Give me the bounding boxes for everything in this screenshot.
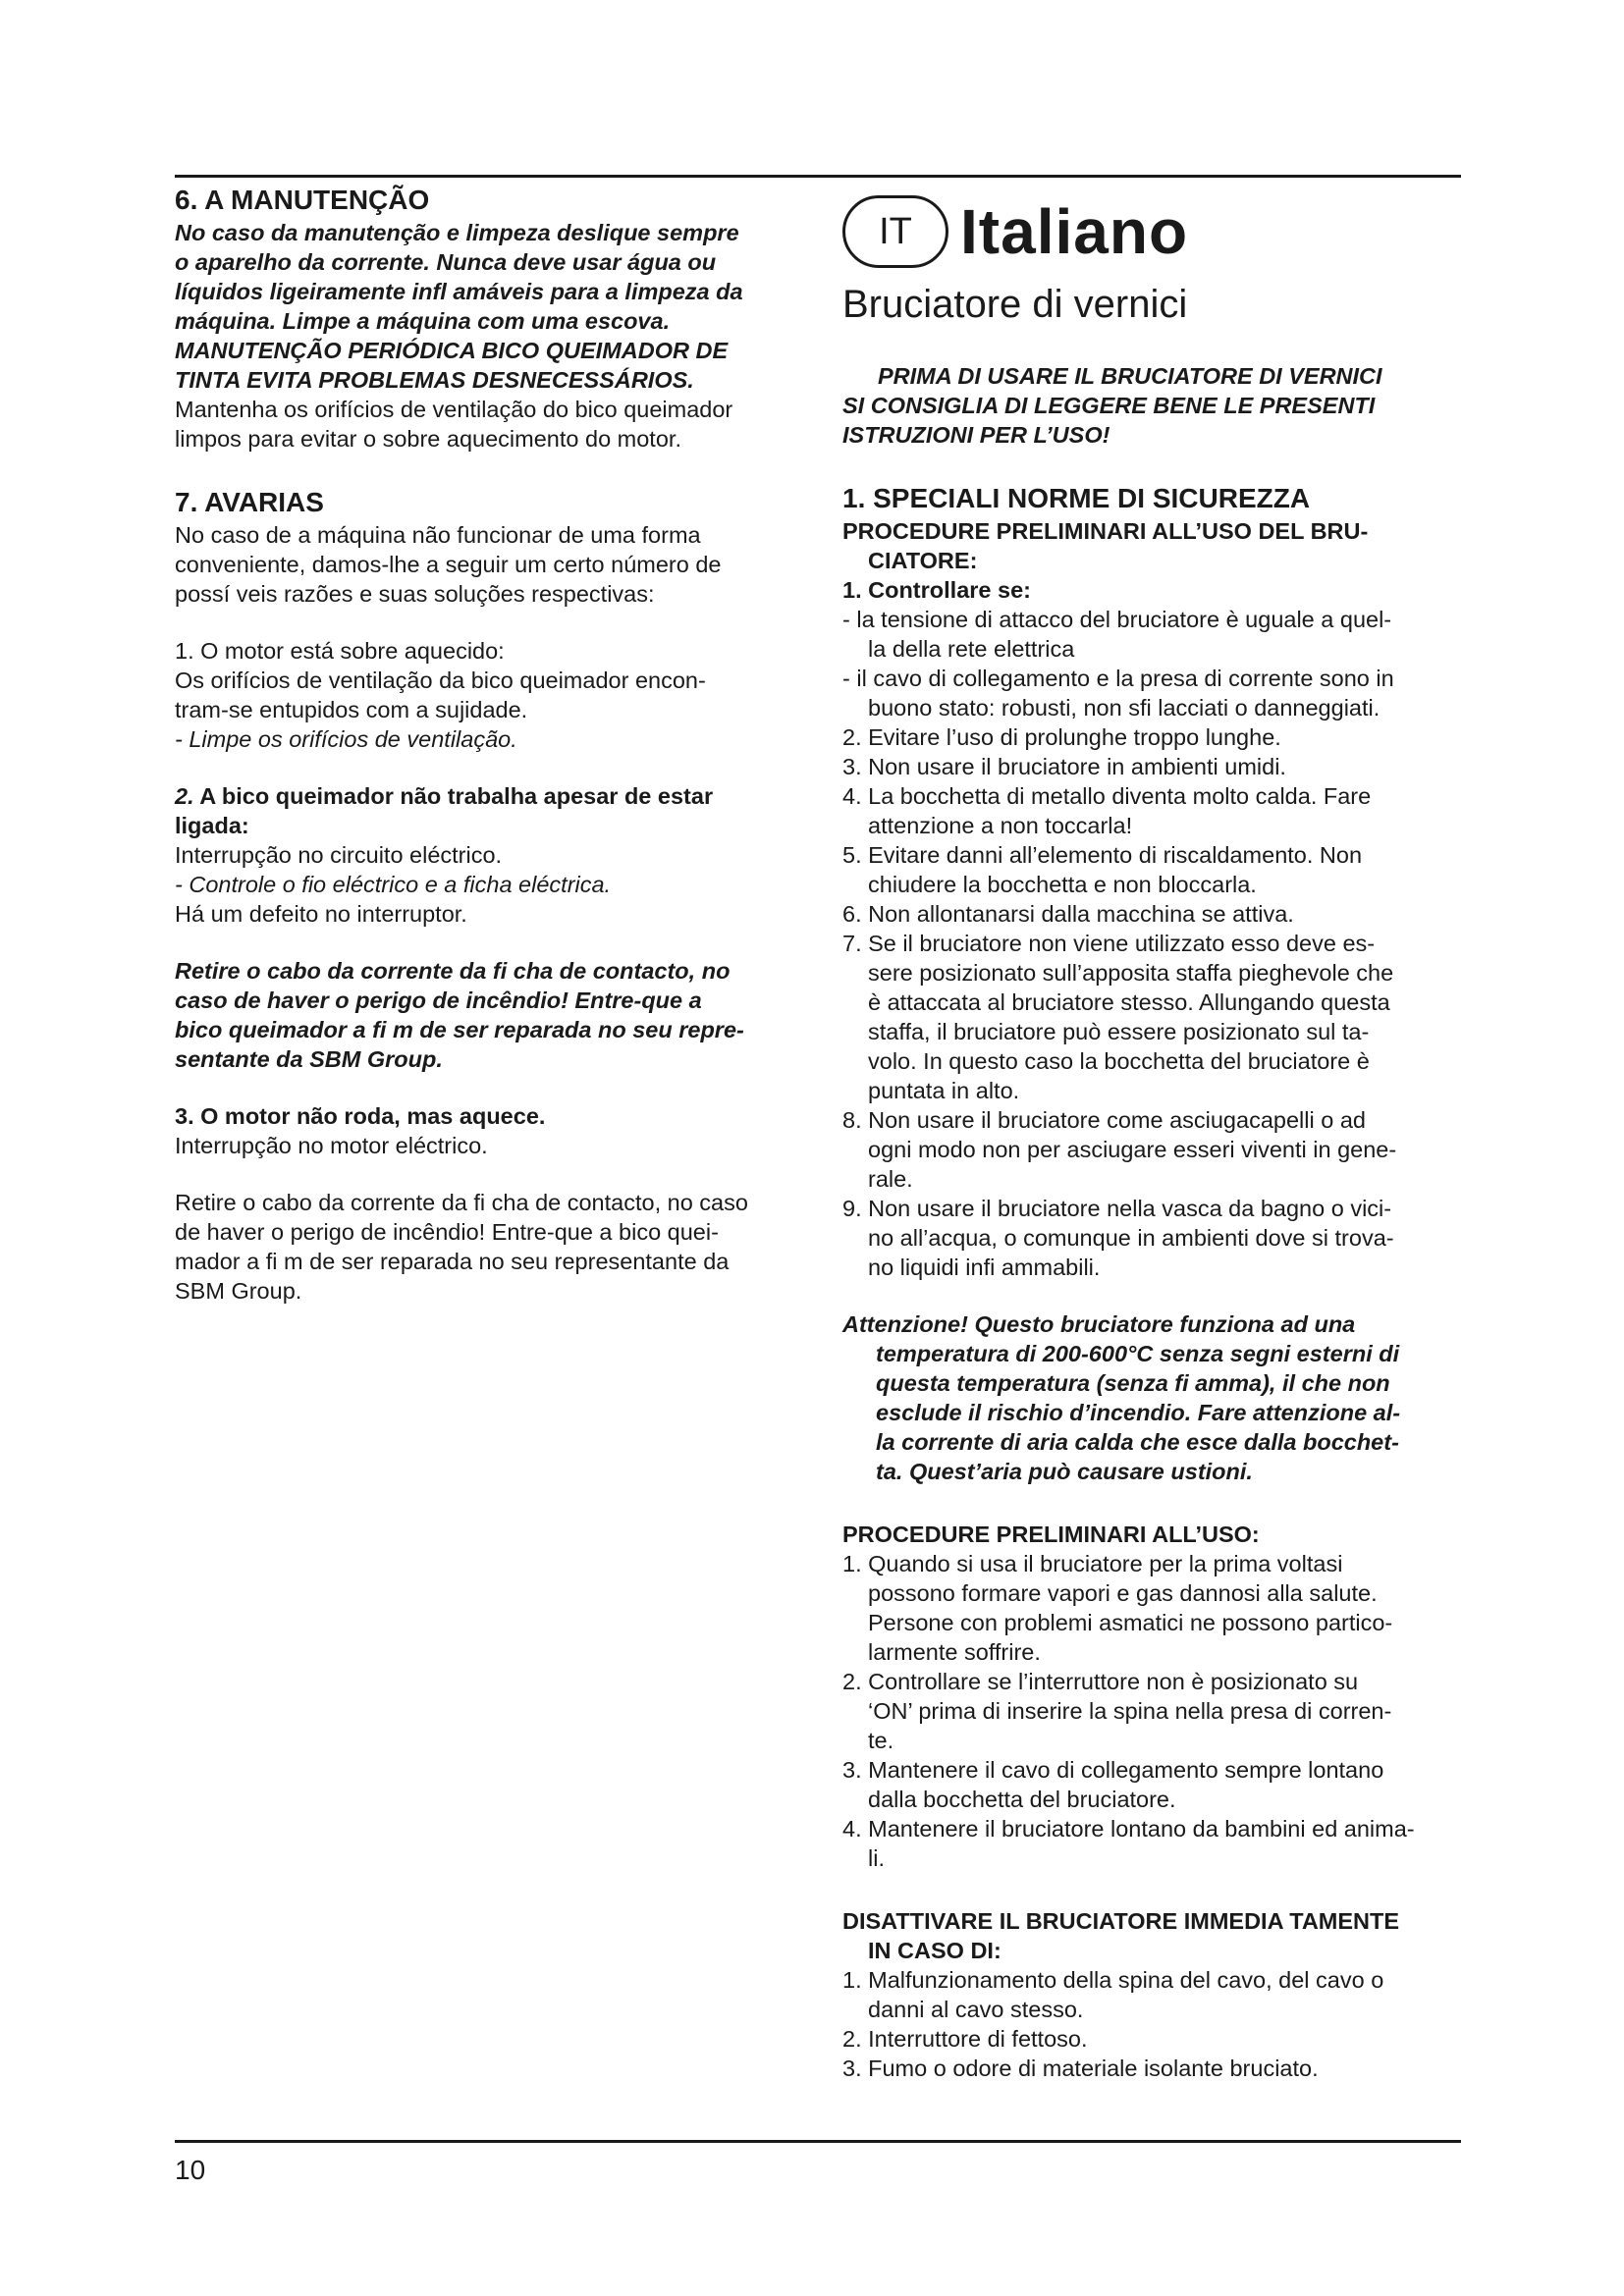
text-line: ISTRUZIONI PER L’USO!: [842, 422, 1110, 448]
fault-2-number: 2.: [175, 783, 194, 809]
disable-heading: DISATTIVARE IL BRUCIATORE IMMEDIA TAMENTE: [842, 1908, 1400, 1934]
section-7-intro: [175, 520, 801, 609]
text-line: No caso de a máquina não funcionar de uma forma: [175, 522, 701, 548]
text-line: limpos para evitar o sobre aquecimento do motor.: [175, 426, 681, 452]
text-line: possono formare vapori e gas dannosi alla salute.: [868, 1580, 1378, 1606]
text-line: máquina. Limpe a máquina com uma escova.: [175, 308, 671, 334]
text-line: No caso da manutenção e limpeza deslique sempre: [175, 220, 739, 245]
text-line: rale.: [868, 1166, 913, 1192]
text-line: 2. Controllare se l’interruttore non è posizionato su: [842, 1669, 1359, 1694]
list-item: [842, 664, 1477, 722]
section-1-heading: 1. SPECIALI NORME DI SICUREZZA: [842, 483, 1311, 513]
section-7-heading: 7. AVARIAS: [175, 487, 324, 517]
section-6-heading: 6. A MANUTENÇÃO: [175, 185, 430, 215]
text-line: Attenzione! Questo bruciatore funziona ad una: [842, 1311, 1356, 1337]
list-item: [842, 1755, 1477, 1814]
text-line: chiudere la bocchetta e non bloccarla.: [868, 872, 1257, 897]
language-header: [842, 185, 1477, 279]
text-line: 3. Fumo o odore di materiale isolante bruciato.: [842, 2056, 1319, 2081]
text-line: Persone con problemi asmatici ne possono partico-: [868, 1610, 1393, 1635]
text-line: è attaccata al bruciatore stesso. Allungando questa: [868, 989, 1390, 1015]
text-line: MANUTENÇÃO PERIÓDICA BICO QUEIMADOR DE: [175, 338, 729, 363]
text-line: 2. Interruttore di fettoso.: [842, 2026, 1088, 2052]
list-item: [842, 752, 1477, 781]
fire-warning: [175, 956, 801, 1074]
text-line: danni al cavo stesso.: [868, 1997, 1084, 2022]
text-line: TINTA EVITA PROBLEMAS DESNECESSÁRIOS.: [175, 367, 694, 393]
text-line: 1. O motor está sobre aquecido:: [175, 638, 505, 664]
text-line: ‘ON’ prima di inserire la spina nella presa di corren-: [868, 1698, 1392, 1724]
list-item: [842, 840, 1477, 899]
language-code-badge: IT: [842, 195, 948, 268]
text-line: líquidos ligeiramente infl amáveis para a limpeza da: [175, 279, 743, 304]
attention-warning: [842, 1309, 1477, 1486]
section-6-body: [175, 395, 801, 454]
list-item: [842, 605, 1477, 664]
procedures-heading: PROCEDURE PRELIMINARI ALL’USO:: [842, 1522, 1260, 1547]
language-name: Italiano: [960, 196, 1189, 267]
list-item: [842, 722, 1477, 752]
text-line: SI CONSIGLIA DI LEGGERE BENE LE PRESENTI: [842, 393, 1376, 418]
text-line: Interrupção no circuito eléctrico.: [175, 842, 503, 868]
text-line: te.: [868, 1728, 894, 1753]
text-line: o aparelho da corrente. Nunca deve usar água ou: [175, 249, 717, 275]
text-line: 3. Non usare il bruciatore in ambienti umidi.: [842, 754, 1286, 779]
fault-2-fix: - Controle o fio eléctrico e a ficha eléctrica.: [175, 872, 612, 897]
text-line: 8. Non usare il bruciatore come asciugacapelli o ad: [842, 1107, 1366, 1133]
text-line: 5. Evitare danni all’elemento di riscaldamento. Non: [842, 842, 1363, 868]
read-instructions-notice-cont: [842, 391, 1477, 450]
text-line: CIATORE:: [868, 548, 978, 573]
text-line: sere posizionato sull’apposita staffa pieghevole che: [868, 960, 1394, 986]
section-6-warning: [175, 218, 801, 395]
text-line: de haver o perigo de incêndio! Entre-que a bico quei-: [175, 1219, 719, 1245]
text-line: Os orifícios de ventilação da bico queimador encon-: [175, 667, 706, 693]
text-line: - il cavo di collegamento e la presa di corrente sono in: [842, 666, 1394, 691]
text-line: no liquidi infi ammabili.: [868, 1255, 1101, 1280]
list-item: [842, 899, 1477, 929]
fault-2: [175, 781, 801, 929]
text-line: dalla bocchetta del bruciatore.: [868, 1787, 1176, 1812]
text-line: PRIMA DI USARE IL BRUCIATORE DI VERNICI: [878, 363, 1382, 389]
text-line: 3. Mantenere il cavo di collegamento sempre lontano: [842, 1757, 1384, 1783]
right-column: [842, 185, 1477, 2083]
text-line: larmente soffrire.: [868, 1639, 1041, 1665]
text-line: Interrupção no motor eléctrico.: [175, 1133, 488, 1158]
text-line: sentante da SBM Group.: [175, 1046, 443, 1072]
text-line: IN CASO DI:: [868, 1938, 1001, 1963]
text-line: la corrente di aria calda che esce dalla bocchet-: [876, 1429, 1399, 1455]
text-line: esclude il rischio d’incendio. Fare attenzione al-: [876, 1400, 1401, 1425]
text-line: mador a fi m de ser reparada no seu representante da: [175, 1249, 730, 1274]
text-line: 2. Evitare l’uso di prolunghe troppo lunghe.: [842, 724, 1281, 750]
text-line: la della rete elettrica: [868, 636, 1075, 662]
fault-1-fix: - Limpe os orifícios de ventilação.: [175, 726, 517, 752]
text-line: Há um defeito no interruptor.: [175, 901, 467, 927]
text-line: temperatura di 200-600°C senza segni esterni di: [876, 1341, 1400, 1366]
list-item: [842, 2054, 1477, 2083]
text-line: li.: [868, 1845, 885, 1871]
text-line: possí veis razões e suas soluções respectivas:: [175, 581, 655, 607]
disable-list: [842, 1965, 1477, 2083]
list-item: [842, 2024, 1477, 2054]
text-line: ogni modo non per asciugare esseri viventi in gene-: [868, 1137, 1397, 1162]
fault-1: [175, 636, 801, 754]
read-instructions-notice: [842, 361, 1477, 391]
text-line: 1. Quando si usa il bruciatore per la prima voltasi: [842, 1551, 1343, 1576]
safety-list: [842, 605, 1477, 1282]
text-line: questa temperatura (senza fi amma), il che non: [876, 1370, 1390, 1396]
text-line: attenzione a non toccarla!: [868, 813, 1133, 838]
text-line: 9. Non usare il bruciatore nella vasca da bagno o vici-: [842, 1196, 1392, 1221]
fault-3-heading: 3. O motor não roda, mas aquece.: [175, 1103, 546, 1129]
text-line: buono stato: robusti, non sfi lacciati o danneggiati.: [868, 695, 1380, 721]
text-line: 1. Malfunzionamento della spina del cavo, del cavo o: [842, 1967, 1384, 1993]
text-line: 4. La bocchetta di metallo diventa molto calda. Fare: [842, 783, 1372, 809]
list-item: [842, 929, 1477, 1105]
list-item: [842, 1105, 1477, 1194]
text-line: Mantenha os orifícios de ventilação do bico queimador: [175, 397, 733, 422]
text-line: SBM Group.: [175, 1278, 302, 1304]
text-line: ta. Quest’aria può causare ustioni.: [876, 1459, 1253, 1484]
page-number: 10: [175, 2155, 206, 2185]
text-line: Retire o cabo da corrente da fi cha de contacto, no caso: [175, 1190, 748, 1215]
text-line: puntata in alto.: [868, 1078, 1020, 1103]
text-line: 7. Se il bruciatore non viene utilizzato esso deve es-: [842, 931, 1376, 956]
left-column: [175, 185, 801, 1306]
text-line: ligada:: [175, 813, 249, 838]
final-note: [175, 1188, 801, 1306]
document-title: Bruciatore di vernici: [842, 283, 1188, 326]
text-line: Retire o cabo da corrente da fi cha de contacto, no: [175, 958, 731, 984]
list-item: [842, 1194, 1477, 1282]
text-line: 4. Mantenere il bruciatore lontano da bambini ed anima-: [842, 1816, 1415, 1842]
text-line: conveniente, damos-lhe a seguir um certo número de: [175, 552, 722, 577]
top-rule: [175, 175, 1461, 178]
text-line: no all’acqua, o comunque in ambienti dove si trova-: [868, 1225, 1394, 1251]
list-item: [842, 1549, 1477, 1667]
text-line: staffa, il bruciatore può essere posizionato sul ta-: [868, 1019, 1370, 1044]
list-item: [842, 1965, 1477, 2024]
bottom-rule: [175, 2140, 1461, 2143]
text-line: volo. In questo caso la bocchetta del bruciatore è: [868, 1048, 1370, 1074]
text-line: 6. Non allontanarsi dalla macchina se attiva.: [842, 901, 1294, 927]
fault-3: [175, 1101, 801, 1160]
list-item: [842, 781, 1477, 840]
procedures-list: [842, 1549, 1477, 1873]
text-line: caso de haver o perigo de incêndio! Entre-que a: [175, 988, 702, 1013]
text-line: - la tensione di attacco del bruciatore è uguale a quel-: [842, 607, 1392, 632]
check-heading: 1. Controllare se:: [842, 577, 1031, 603]
list-item: [842, 1814, 1477, 1873]
list-item: [842, 1667, 1477, 1755]
text-line: A bico queimador não trabalha apesar de estar: [193, 783, 714, 809]
section-1-subheading: PROCEDURE PRELIMINARI ALL’USO DEL BRU-: [842, 518, 1369, 544]
text-line: bico queimador a fi m de ser reparada no seu repre-: [175, 1017, 744, 1042]
text-line: tram-se entupidos com a sujidade.: [175, 697, 528, 722]
